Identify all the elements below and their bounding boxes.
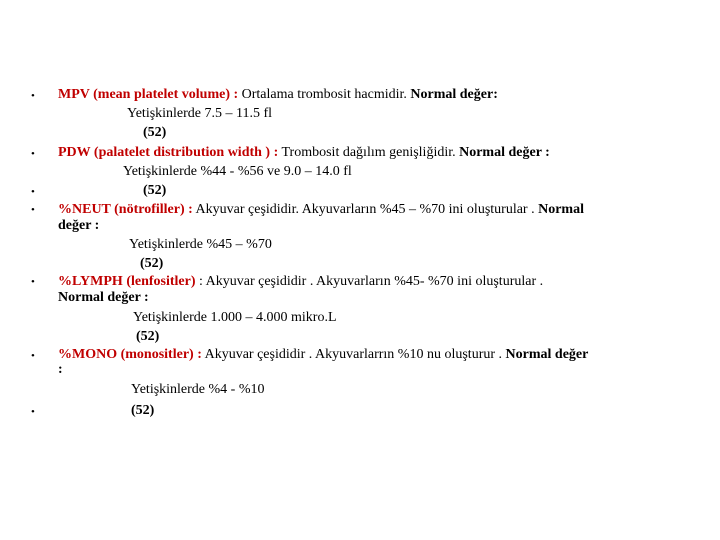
pdw-desc: Trombosit dağılım genişliğidir.	[278, 145, 460, 160]
neut-term: %NEUT (nötrofiller) :	[58, 202, 193, 217]
mpv-ref: (52)	[143, 125, 167, 140]
neut-range: Yetişkinlerde %45 – %70	[129, 237, 272, 252]
pdw-normal-label: Normal değer :	[459, 145, 550, 160]
bullet: •	[31, 148, 35, 160]
mpv-desc: Ortalama trombosit hacmidir.	[238, 87, 411, 102]
neut-normal-label: Normal	[538, 202, 584, 217]
lymph-ref: (52)	[136, 329, 160, 344]
bullet: •	[31, 186, 35, 198]
neut-ref: (52)	[140, 256, 164, 271]
mono-normal-label-cont: :	[58, 362, 63, 377]
bullet: •	[31, 276, 35, 288]
mono-heading	[58, 347, 588, 363]
mono-ref: (52)	[131, 403, 155, 418]
mpv-heading	[58, 87, 498, 103]
mpv-term: MPV (mean platelet volume) :	[58, 87, 239, 102]
bullet: •	[31, 204, 35, 216]
mono-normal-label: Normal değer	[505, 347, 589, 362]
lymph-range: Yetişkinlerde 1.000 – 4.000 mikro.L	[133, 310, 337, 325]
mono-desc: Akyuvar çeşididir . Akyuvarlarrın %10 nu oluşturur .	[201, 347, 506, 362]
lymph-normal-label: Normal değer :	[58, 290, 149, 305]
pdw-range: Yetişkinlerde %44 - %56 ve 9.0 – 14.0 fl	[123, 164, 352, 179]
mono-term: %MONO (monositler) :	[58, 347, 202, 362]
bullet: •	[31, 90, 35, 102]
lymph-desc: : Akyuvar çeşididir . Akyuvarların %45- %70 ini oluşturular .	[195, 274, 544, 289]
mpv-range: Yetişkinlerde 7.5 – 11.5 fl	[127, 106, 273, 121]
pdw-term: PDW (palatelet distribution width ) :	[58, 145, 279, 160]
neut-heading	[58, 202, 584, 218]
pdw-ref: (52)	[143, 183, 167, 198]
neut-desc: Akyuvar çeşididir. Akyuvarların %45 – %70 ini oluşturular .	[192, 202, 539, 217]
bullet: •	[31, 350, 35, 362]
pdw-heading	[58, 145, 550, 161]
neut-normal-label-cont: değer :	[58, 218, 100, 233]
mono-range: Yetişkinlerde %4 - %10	[131, 382, 265, 397]
lymph-heading	[58, 274, 543, 290]
mpv-normal-label: Normal değer:	[410, 87, 498, 102]
bullet: •	[31, 406, 35, 418]
lymph-term: %LYMPH (lenfositler)	[58, 274, 196, 289]
